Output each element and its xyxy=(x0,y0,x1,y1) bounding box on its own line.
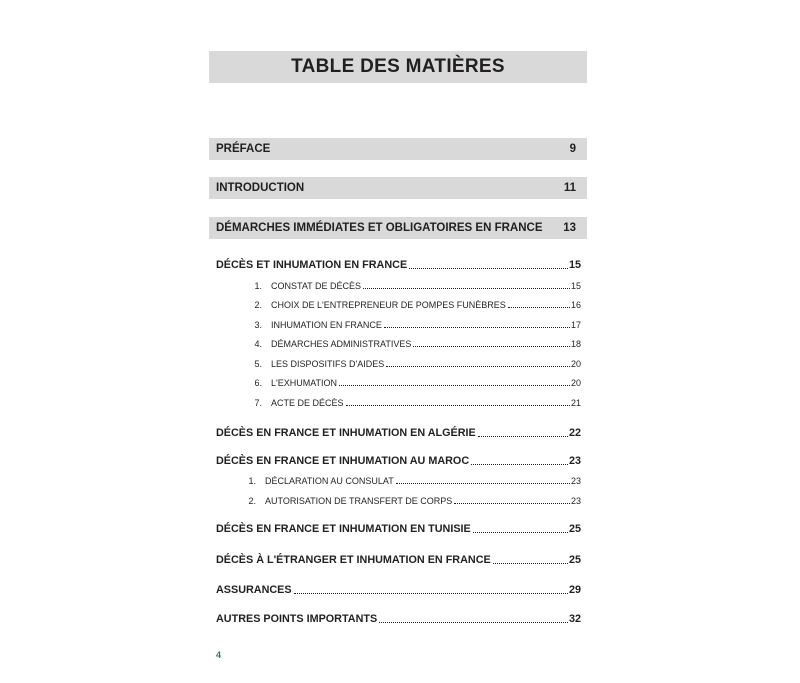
toc-band-label: INTRODUCTION xyxy=(216,182,305,194)
toc-band-preface[interactable] xyxy=(209,138,587,160)
page-title xyxy=(209,51,587,83)
toc-item-page: 16 xyxy=(570,300,581,310)
toc-item-label: L'EXHUMATION xyxy=(271,378,338,388)
toc-section-label: DÉCÈS EN FRANCE ET INHUMATION EN ALGÉRIE xyxy=(216,427,476,439)
toc-item-page: 21 xyxy=(570,398,581,408)
toc-section-page: 32 xyxy=(568,613,581,625)
folio-page-number: 4 xyxy=(216,650,222,660)
toc-item-page: 23 xyxy=(570,476,581,486)
toc-item[interactable] xyxy=(246,300,581,310)
toc-item-number: 2. xyxy=(248,496,256,506)
toc-section-etranger[interactable] xyxy=(216,554,581,566)
toc-item[interactable] xyxy=(246,320,581,330)
toc-item-label: ACTE DE DÉCÈS xyxy=(271,398,344,408)
toc-item-page: 15 xyxy=(570,281,581,291)
toc-section-label: ASSURANCES xyxy=(216,584,292,596)
dot-leader xyxy=(339,385,570,386)
toc-section-label: DÉCÈS EN FRANCE ET INHUMATION AU MAROC xyxy=(216,455,470,467)
toc-section-page: 25 xyxy=(568,523,581,535)
toc-item[interactable] xyxy=(246,398,581,408)
toc-section-label: DÉCÈS ET INHUMATION EN FRANCE xyxy=(216,259,408,271)
dot-leader xyxy=(379,622,568,623)
toc-item[interactable] xyxy=(246,339,581,349)
dot-leader xyxy=(478,436,568,437)
toc-item-number: 3. xyxy=(254,320,262,330)
dot-leader xyxy=(413,346,570,347)
toc-band-label: PRÉFACE xyxy=(216,143,271,155)
toc-item-number: 7. xyxy=(254,398,262,408)
toc-item[interactable] xyxy=(246,281,581,291)
toc-section-label: DÉCÈS EN FRANCE ET INHUMATION EN TUNISIE xyxy=(216,523,471,535)
toc-item-label: LES DISPOSITIFS D'AIDES xyxy=(271,359,385,369)
toc-band-page: 9 xyxy=(569,143,576,155)
dot-leader xyxy=(508,307,570,308)
toc-item-number: 2. xyxy=(254,300,262,310)
toc-item-page: 20 xyxy=(570,378,581,388)
toc-item-number: 1. xyxy=(248,476,256,486)
dot-leader xyxy=(346,405,570,406)
toc-band-label: DÉMARCHES IMMÉDIATES ET OBLIGATOIRES EN FRANCE xyxy=(216,222,543,234)
dot-leader xyxy=(386,366,570,367)
toc-item-page: 18 xyxy=(570,339,581,349)
toc-section-deces-france[interactable] xyxy=(216,259,581,271)
dot-leader xyxy=(409,268,568,269)
dot-leader xyxy=(493,563,568,564)
page-title-text: TABLE DES MATIÈRES xyxy=(291,56,505,77)
toc-item-label: DÉCLARATION AU CONSULAT xyxy=(265,476,394,486)
toc-section-autres[interactable] xyxy=(216,613,581,625)
dot-leader xyxy=(454,503,570,504)
toc-section-tunisie[interactable] xyxy=(216,523,581,535)
toc-item-page: 20 xyxy=(570,359,581,369)
toc-item-page: 23 xyxy=(570,496,581,506)
toc-item-label: AUTORISATION DE TRANSFERT DE CORPS xyxy=(265,496,453,506)
toc-item[interactable] xyxy=(246,378,581,388)
toc-item[interactable] xyxy=(246,359,581,369)
toc-item-label: CONSTAT DE DÉCÈS xyxy=(271,281,362,291)
toc-item-number: 6. xyxy=(254,378,262,388)
toc-item-number: 4. xyxy=(254,339,262,349)
toc-band-demarches[interactable] xyxy=(209,217,587,239)
toc-item-label: CHOIX DE L'ENTREPRENEUR DE POMPES FUNÈBRES xyxy=(271,300,506,310)
toc-section-assurances[interactable] xyxy=(216,584,581,596)
toc-section-page: 22 xyxy=(568,427,581,439)
toc-section-page: 29 xyxy=(568,584,581,596)
toc-band-introduction[interactable] xyxy=(209,177,587,199)
toc-item-page: 17 xyxy=(570,320,581,330)
toc-section-page: 25 xyxy=(568,554,581,566)
toc-section-page: 15 xyxy=(568,259,581,271)
toc-section-algerie[interactable] xyxy=(216,427,581,439)
toc-section-label: AUTRES POINTS IMPORTANTS xyxy=(216,613,378,625)
toc-item-number: 1. xyxy=(254,281,262,291)
dot-leader xyxy=(473,532,568,533)
toc-item[interactable] xyxy=(240,476,581,486)
toc-section-label: DÉCÈS À L'ÉTRANGER ET INHUMATION EN FRANCE xyxy=(216,554,491,566)
toc-item-label: DÉMARCHES ADMINISTRATIVES xyxy=(271,339,412,349)
dot-leader xyxy=(363,288,570,289)
toc-section-maroc[interactable] xyxy=(216,455,581,467)
dot-leader xyxy=(294,593,568,594)
dot-leader xyxy=(396,483,570,484)
toc-item-label: INHUMATION EN FRANCE xyxy=(271,320,382,330)
toc-band-page: 11 xyxy=(563,182,576,194)
toc-item[interactable] xyxy=(240,496,581,506)
toc-section-page: 23 xyxy=(568,455,581,467)
toc-item-number: 5. xyxy=(254,359,262,369)
dot-leader xyxy=(471,464,568,465)
toc-band-page: 13 xyxy=(563,222,576,234)
dot-leader xyxy=(384,327,570,328)
